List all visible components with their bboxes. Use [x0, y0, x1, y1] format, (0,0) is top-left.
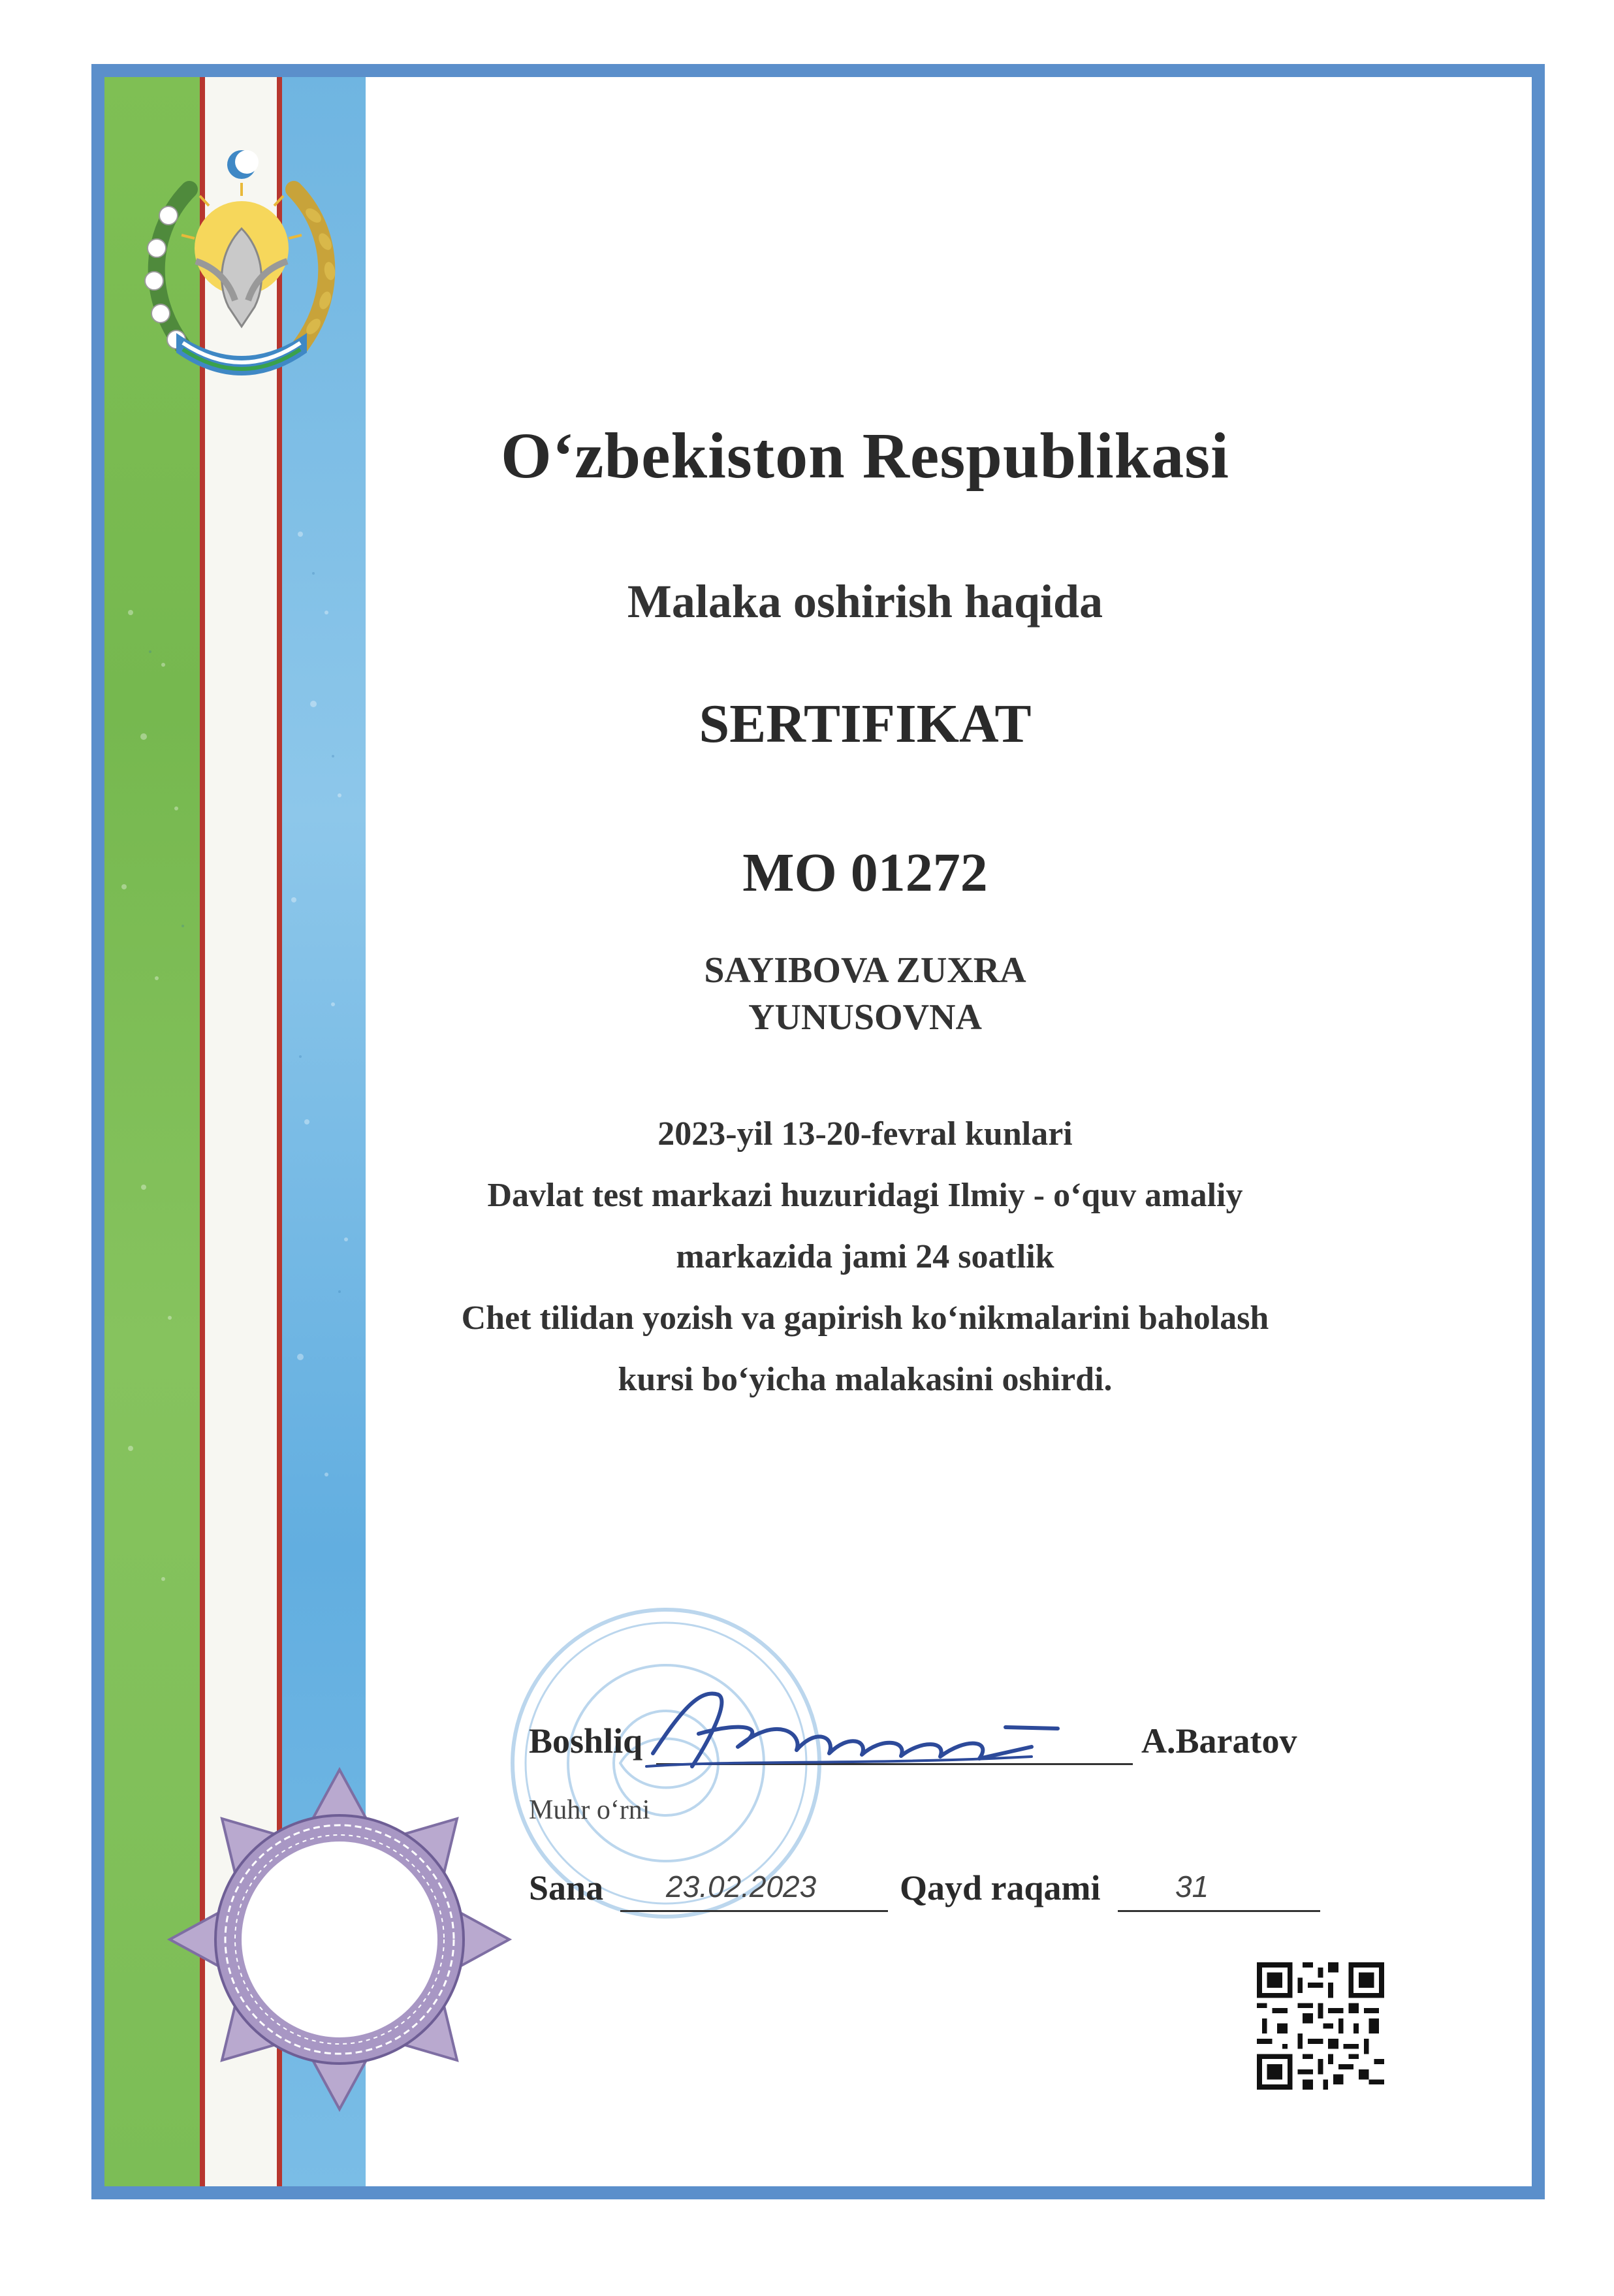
certificate-number: MO 01272 [742, 842, 988, 903]
seal-place-label: Muhr o‘rni [529, 1795, 650, 1825]
body-line: kursi bo‘yicha malakasini oshirdi. [618, 1361, 1113, 1398]
certificate-title: SERTIFIKAT [699, 694, 1032, 754]
date-value: 23.02.2023 [666, 1870, 817, 1904]
certificate-body [392, 1104, 1338, 1411]
date-label: Sana [529, 1868, 604, 1907]
certificate-subtitle: Malaka oshirish haqida [627, 575, 1103, 628]
head-label: Boshliq [529, 1721, 643, 1761]
registration-label: Qayd raqami [900, 1868, 1101, 1907]
state-emblem-icon [118, 131, 366, 392]
body-line: 2023-yil 13-20-fevral kunlari [657, 1115, 1073, 1153]
head-name: A.Baratov [1141, 1721, 1297, 1761]
body-line: Davlat test markazi huzuridagi Ilmiy - o‘quv amaliy [487, 1177, 1243, 1214]
body-line: Chet tilidan yozish va gapirish ko‘nikmalarini baholash [461, 1299, 1269, 1337]
country-heading: O‘zbekiston Respublikasi [501, 419, 1229, 492]
qr-code-icon [1257, 1962, 1384, 2090]
registration-value: 31 [1175, 1870, 1209, 1904]
registration-line [1118, 1910, 1320, 1912]
holder-name [392, 947, 1338, 1041]
handwritten-signature [640, 1675, 1064, 1786]
holder-name-line2: YUNUSOVNA [748, 997, 982, 1038]
guilloche-rosette-icon [163, 1763, 516, 2116]
holder-name-line1: SAYIBOVA ZUXRA [704, 950, 1026, 991]
date-line [620, 1910, 888, 1912]
body-line: markazida jami 24 soatlik [676, 1238, 1054, 1275]
